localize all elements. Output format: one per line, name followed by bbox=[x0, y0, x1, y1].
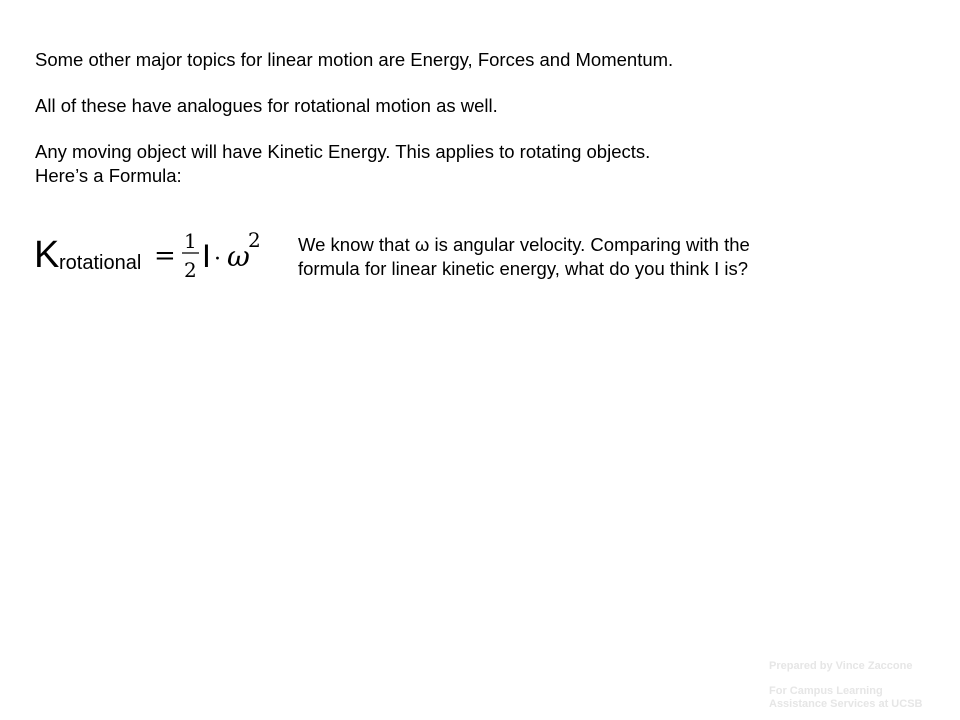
formula-numerator: 1 bbox=[184, 229, 197, 253]
formula-dot: · bbox=[214, 247, 221, 272]
formula-k-symbol: K bbox=[34, 234, 60, 276]
formula-exponent: 2 bbox=[248, 228, 261, 252]
intro-paragraph: Some other major topics for linear motion are Energy, Forces and Momentum. bbox=[35, 49, 674, 70]
kinetic-energy-line-2: Here’s a Formula: bbox=[35, 165, 182, 186]
footer-campus-line-2: Assistance Services at UCSB bbox=[769, 698, 923, 710]
formula-inertia: I bbox=[202, 238, 211, 274]
formula-denominator: 2 bbox=[184, 258, 197, 282]
question-line-2: formula for linear kinetic energy, what do you think I is? bbox=[298, 258, 749, 279]
kinetic-energy-paragraph bbox=[35, 140, 915, 188]
analogues-paragraph: All of these have analogues for rotational motion as well. bbox=[35, 95, 498, 116]
kinetic-energy-line-1: Any moving object will have Kinetic Energy. This applies to rotating objects. bbox=[35, 141, 651, 162]
footer-campus bbox=[769, 685, 959, 711]
footer-prepared-by: Prepared by Vince Zaccone bbox=[769, 660, 913, 672]
formula-omega: ω bbox=[227, 240, 250, 273]
question-line-1: We know that ω is angular velocity. Comparing with the bbox=[298, 234, 750, 255]
footer-campus-line-1: For Campus Learning bbox=[769, 685, 883, 697]
formula-subscript: rotational bbox=[59, 252, 142, 274]
question-text bbox=[298, 233, 918, 281]
formula-equals: = bbox=[154, 241, 176, 271]
rotational-kinetic-energy-formula bbox=[34, 222, 284, 282]
